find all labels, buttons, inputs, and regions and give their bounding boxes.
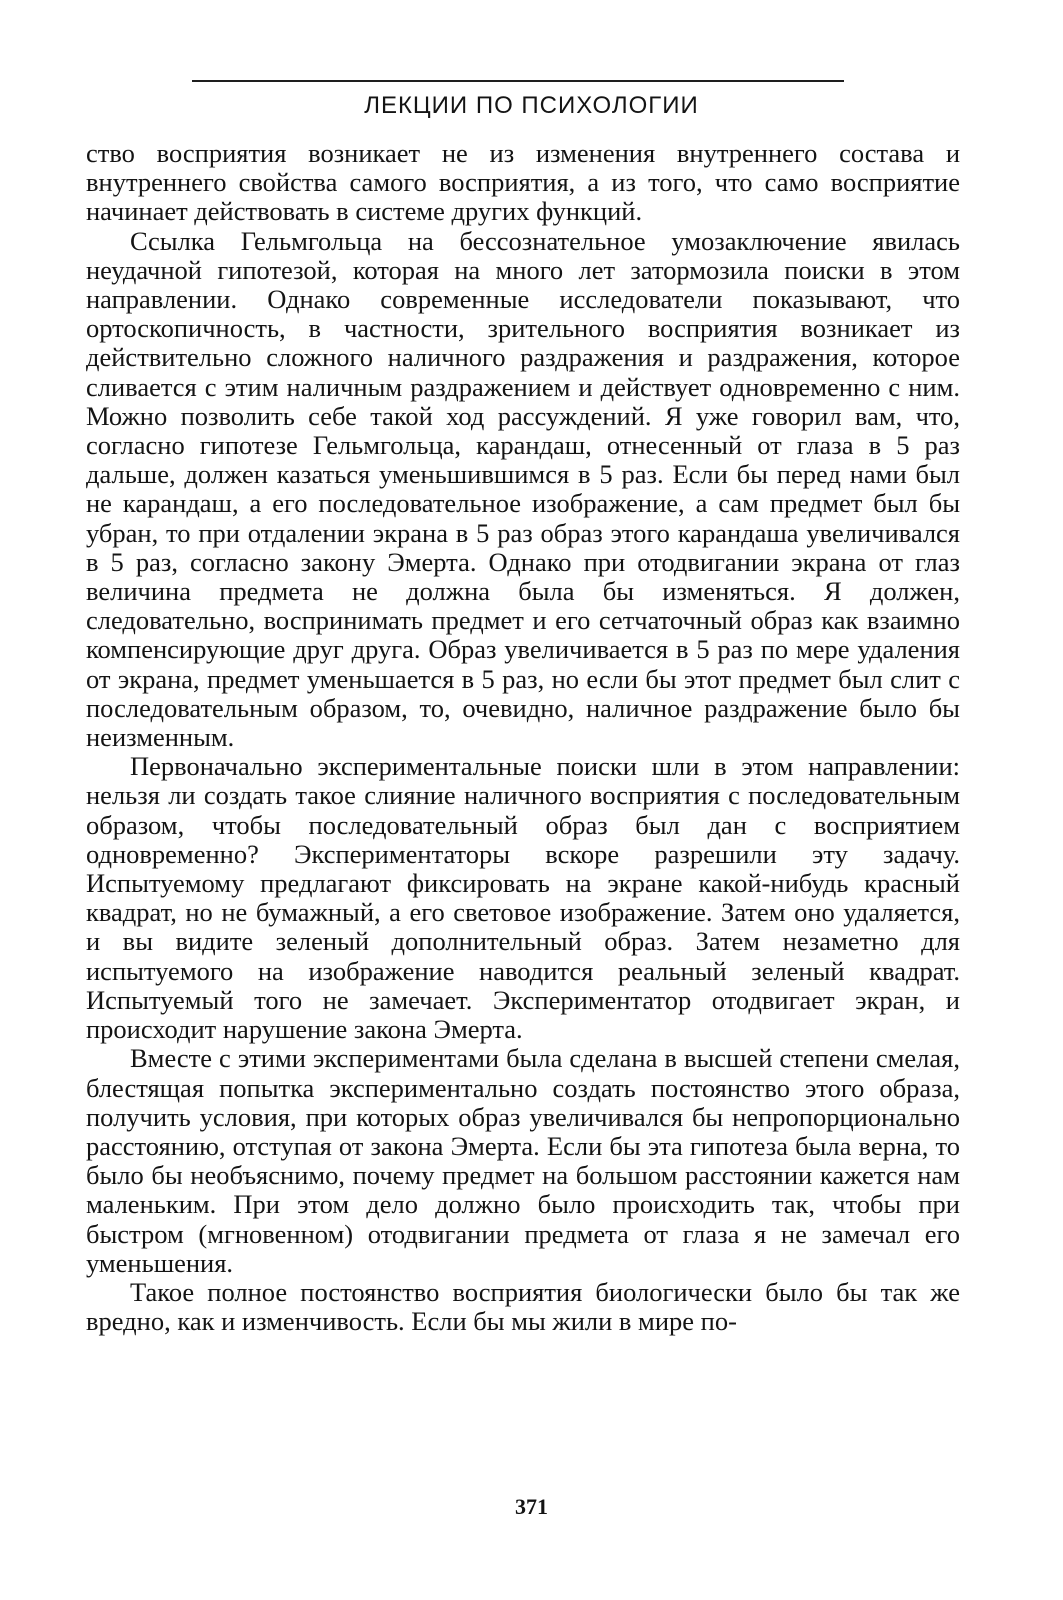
running-head: ЛЕКЦИИ ПО ПСИХОЛОГИИ [364,92,699,119]
paragraph: Ссылка Гельмгольца на бессознательное умозаключение явилась неудачной гипотезой, которая на много лет затормозила поиски в этом направлении. Однако современные исследователи показывают, что ортоскопичность, в частности, зрительного восприятия возникает из действительно сложного наличного раздражения и раздражения, которое сливается с этим наличным раздражением и действует одновременно с ним. Можно позволить себе такой ход рассуждений. Я уже говорил вам, что, согласно гипотезе Гельмгольца, карандаш, отнесенный от глаза в 5 раз дальше, должен казаться уменьшившимся в 5 раз. Если бы перед нами был не карандаш, а его последовательное изображение, а сам предмет был бы убран, то при отдалении экрана в 5 раз образ этого карандаша увеличивался в 5 раз, согласно закону Эмерта. Однако при отодвигании экрана от глаз величина предмета не должна была бы изменяться. Я должен, следовательно, воспринимать предмет и его сетчаточный образ как взаимно компенсирующие друг друга. Образ увеличивается в 5 раз по мере удаления от экрана, предмет уменьшается в 5 раз, но если бы этот предмет был слит с последовательным образом, то, очевидно, наличное раздражение было бы неизменным. [86,225,960,753]
paragraph: Такое полное постоянство восприятия биологически было бы так же вредно, как и изменчивость. Если бы мы жили в мире по- [86,1276,960,1337]
page-number: 371 [515,1494,548,1519]
paragraph-continuation: ство восприятия возникает не из изменения внутреннего состава и внутреннего свойства самого восприятия, а из того, что само восприятие начинает действовать в системе других функций. [86,138,960,227]
paragraph: Вместе с этими экспериментами была сделана в высшей степени смелая, блестящая попытка экспериментально создать постоянство этого образа, получить условия, при которых образ увеличивался бы непропорционально расстоянию, отступая от закона Эмерта. Если бы эта гипотеза была верна, то было бы необъяснимо, почему предмет на большом расстоянии кажется нам маленьким. При этом дело должно было происходить так, чтобы при быстром (мгновенном) отодвигании предмета от глаза я не замечал его уменьшения. [86,1043,960,1278]
body-text [86,139,960,1336]
header-rule [192,80,844,82]
paragraph: Первоначально экспериментальные поиски шли в этом направлении: нельзя ли создать такое слияние наличного восприятия с последовательным образом, чтобы последовательный образ был дан с восприятием одновременно? Экспериментаторы вскоре разрешили эту задачу. Испытуемому предлагают фиксировать на экране какой-нибудь красный квадрат, но не бумажный, а его световое изображение. Затем оно удаляется, и вы видите зеленый дополнительный образ. Затем незаметно для испытуемого на изображение наводится реальный зеленый квадрат. Испытуемый того не замечает. Экспериментатор отодвигает экран, и происходит нарушение закона Эмерта. [86,751,960,1045]
